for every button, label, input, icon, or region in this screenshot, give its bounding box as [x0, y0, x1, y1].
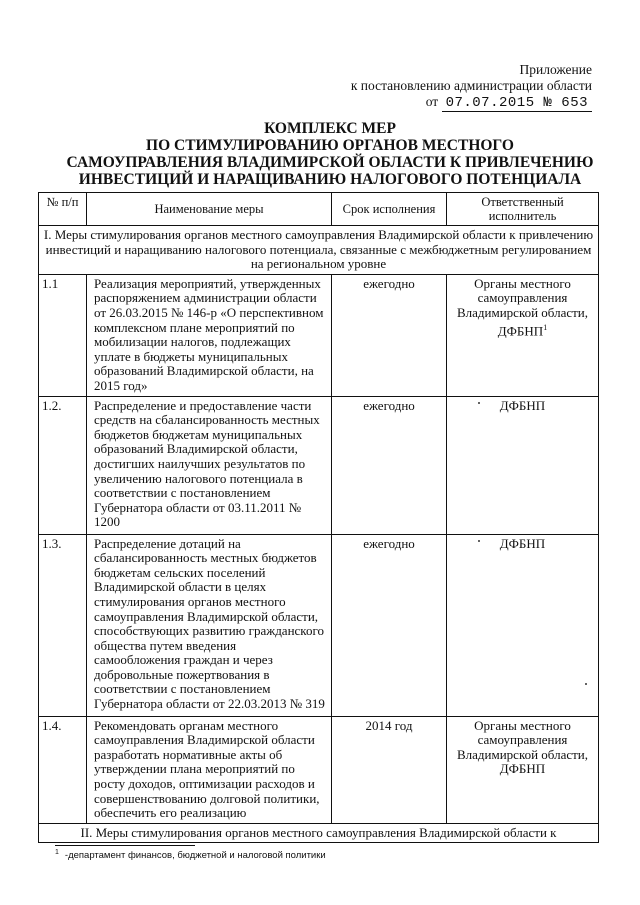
row-term: ежегодно [332, 534, 447, 716]
footnote-ref: 1 [543, 322, 548, 332]
row-num: 1.3. [39, 534, 87, 716]
section-title-2: II. Меры стимулирования органов местного самоуправления Владимирской области к [39, 823, 599, 843]
row-term: 2014 год [332, 716, 447, 823]
row-resp: ДФБНП [447, 396, 599, 534]
table-row [39, 396, 599, 534]
row-resp: Органы местного самоуправления Владимирской области, ДФБНП [447, 716, 599, 823]
table-row [39, 716, 599, 823]
footnote-mark: 1 [55, 849, 59, 856]
appendix-label: Приложение [519, 62, 592, 77]
title-line-3: САМОУПРАВЛЕНИЯ ВЛАДИМИРСКОЙ ОБЛАСТИ К ПРИВЛЕЧЕНИЮ [66, 154, 594, 171]
row-num: 1.1 [39, 274, 87, 396]
appendix-decree: к постановлению администрации области [350, 78, 592, 93]
section-row-2 [39, 823, 599, 843]
scan-speck [585, 683, 587, 685]
scan-speck [478, 402, 480, 404]
title-line-2: ПО СТИМУЛИРОВАНИЮ ОРГАНОВ МЕСТНОГО [146, 137, 514, 154]
footnote [55, 849, 326, 861]
row-name: Реализация мероприятий, утвержденных распоряжением администрации области от 26.03.2015 № 146-р «О перспективном комплексном плане мероприятий по мобилизации налогов, подлежащих уплате в бюджеты муниципальных образований Владимирской области, на 2015 год» [87, 274, 332, 396]
row-resp-text: Органы местного самоуправления Владимирской области, ДФБНП [456, 275, 589, 338]
row-term: ежегодно [332, 396, 447, 534]
row-name: Распределение и предоставление части средств на сбалансированность местных бюджетов бюджетам муниципальных образований Владимирской области, достигших наилучших результатов по увеличению налогового потенциала в соответствии с постановлением Губернатора области от 03.11.2011 № 1200 [87, 396, 332, 534]
table-header-row [39, 193, 599, 226]
scan-speck [478, 540, 480, 542]
header-num: № п/п [39, 193, 87, 226]
title-line-1: КОМПЛЕКС МЕР [264, 120, 396, 137]
table-row [39, 534, 599, 716]
row-resp [447, 274, 599, 396]
row-name: Распределение дотаций на сбалансированность местных бюджетов бюджетам сельских поселений Владимирской области в целях стимулирования органов местного самоуправления Владимирской области, способствующих развитию гражданского общества путем введения самообложения граждан и через добровольные пожертвования в соответствии с постановлением Губернатора области от 22.03.2013 № 319 [87, 534, 332, 716]
title-line-4: ИНВЕСТИЦИЙ И НАРАЩИВАНИЮ НАЛОГОВОГО ПОТЕНЦИАЛА [78, 171, 582, 188]
appendix-date-prefix: от [425, 94, 439, 109]
footnote-text: -департамент финансов, бюджетной и налоговой политики [64, 850, 326, 862]
section-title-1: I. Меры стимулирования органов местного самоуправления Владимирской области к привлечению инвестиций и наращиванию налогового потенциала, связанные с межбюджетным регулированием на региональном уровне [39, 226, 599, 275]
row-num: 1.4. [39, 716, 87, 823]
row-resp: ДФБНП [447, 534, 599, 716]
row-num: 1.2. [39, 396, 87, 534]
document-title [60, 120, 600, 188]
appendix-header [351, 62, 592, 112]
appendix-date-value: 07.07.2015 № 653 [442, 95, 592, 112]
header-resp: Ответственный исполнитель [447, 193, 599, 226]
footnote-divider [55, 845, 195, 846]
row-name: Рекомендовать органам местного самоуправления Владимирской области разработать нормативные акты об утверждении плана мероприятий по росту доходов, оптимизации расходов и совершенствованию долговой политики, обеспечить его реализацию [87, 716, 332, 823]
row-term: ежегодно [332, 274, 447, 396]
header-name: Наименование меры [87, 193, 332, 226]
measures-table [38, 192, 599, 843]
appendix-date-row [351, 94, 592, 112]
table-row [39, 274, 599, 396]
header-term: Срок исполнения [332, 193, 447, 226]
section-row-1 [39, 226, 599, 275]
